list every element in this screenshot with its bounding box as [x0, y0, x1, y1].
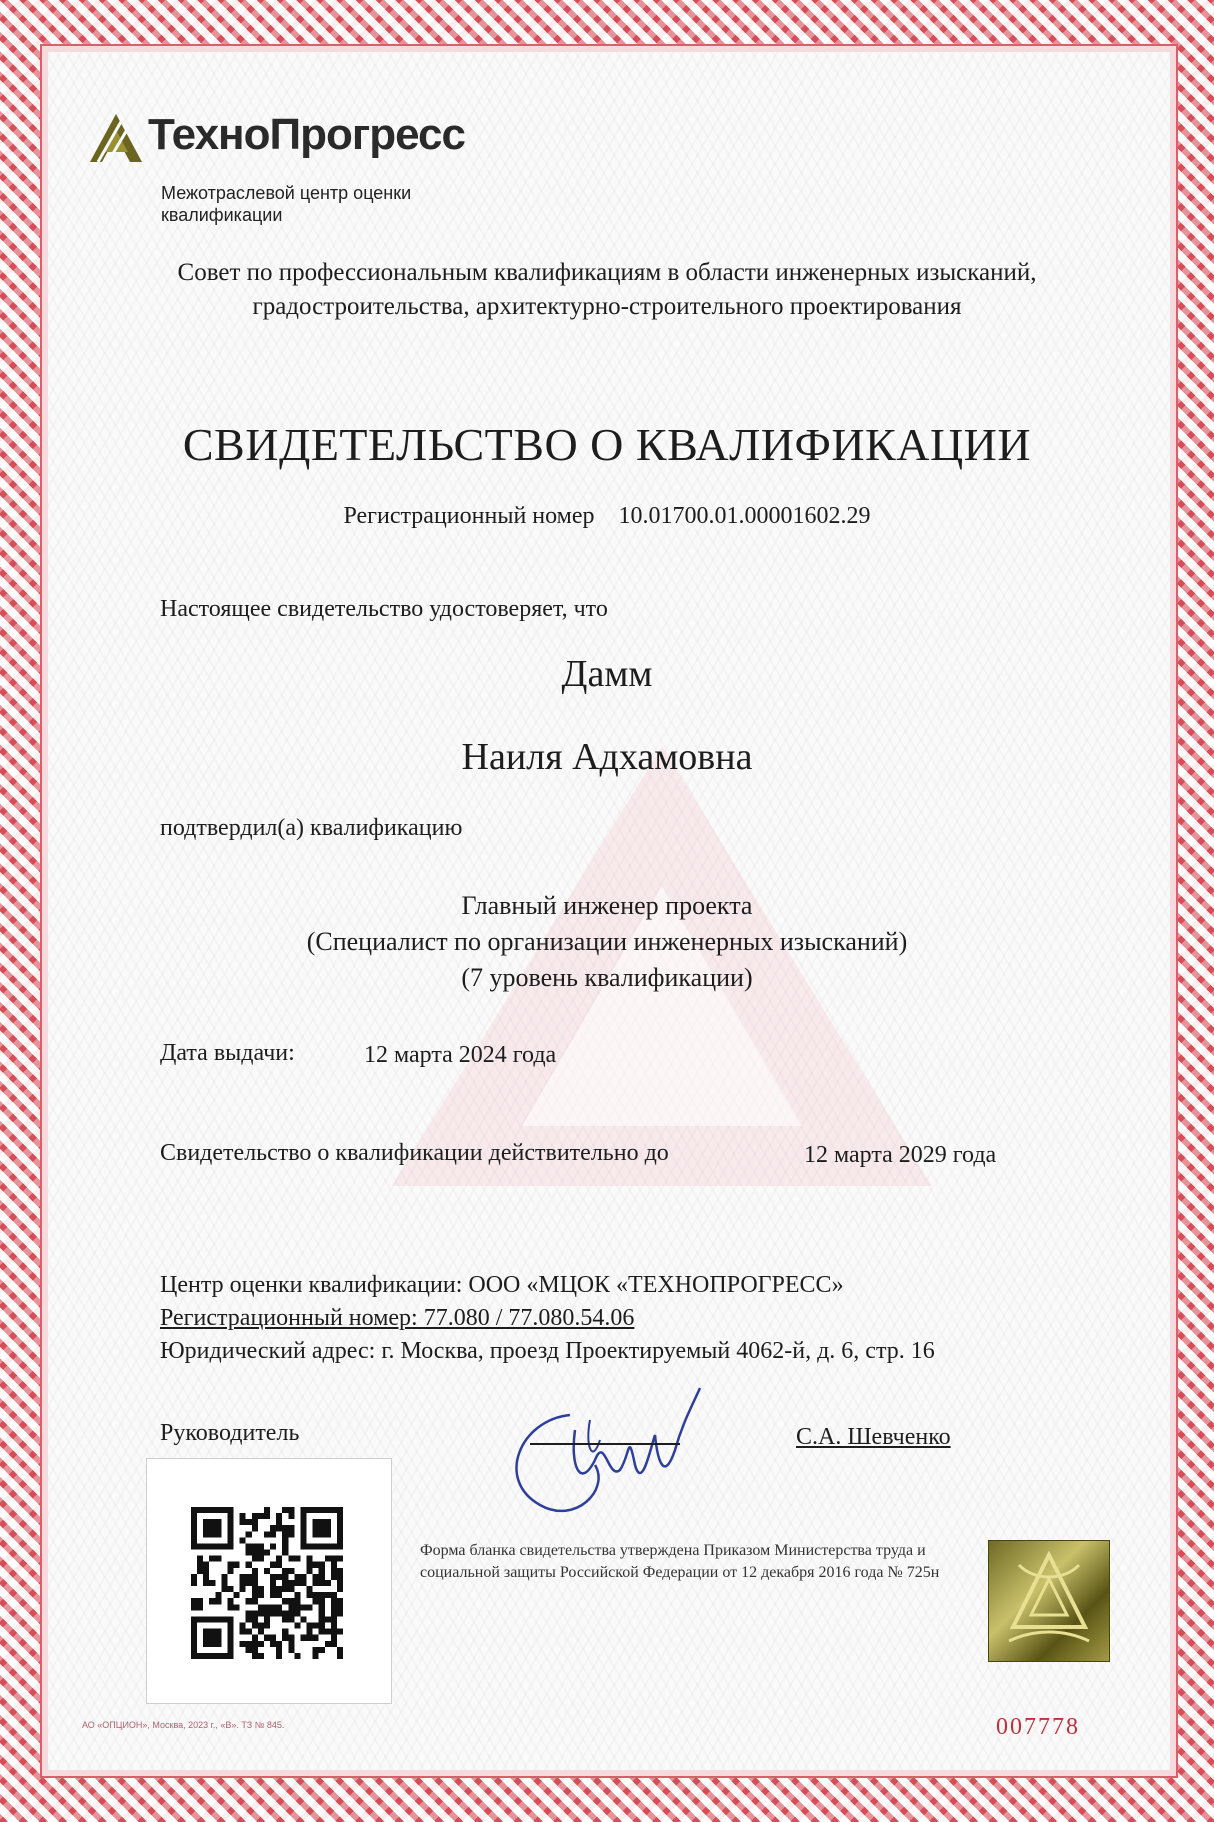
head-label: Руководитель: [160, 1420, 300, 1446]
signature-icon: [500, 1370, 730, 1530]
reg-number: 10.01700.01.00001602.29: [618, 503, 871, 529]
valid-until-date: 12 марта 2029 года: [804, 1142, 997, 1168]
qualification-specialty: (Специалист по организации инженерных изысканий): [306, 927, 908, 956]
valid-until-label: Свидетельство о квалификации действительно до: [160, 1140, 669, 1166]
logo: [88, 110, 508, 230]
qr-code-icon: [191, 1507, 343, 1659]
head-name: С.А. Шевченко: [796, 1424, 951, 1450]
qr-code-panel: [146, 1458, 392, 1704]
holder-name: Наиля Адхамовна: [461, 736, 753, 778]
issue-date-label: Дата выдачи:: [160, 1040, 295, 1066]
council-name: [60, 256, 1154, 324]
issue-date: 12 марта 2024 года: [364, 1042, 557, 1068]
logo-subtitle: Межотраслевой центр оценки квалификации: [161, 183, 412, 225]
certifies-text: Настоящее свидетельство удостоверяет, что: [160, 596, 608, 622]
reg-label: Регистрационный номер: [343, 503, 595, 529]
qualification-level: (7 уровень квалификации): [461, 963, 753, 992]
qualification-title: Главный инженер проекта: [461, 891, 753, 920]
logo-mark-icon: [88, 112, 144, 164]
assessment-center-reg: Регистрационный номер: 77.080 / 77.080.54.06: [160, 1305, 635, 1331]
holder-surname: Дамм: [561, 653, 653, 695]
council-line-2: градостроительства, архитектурно-строительного проектирования: [252, 293, 962, 320]
hologram-seal-icon: [988, 1540, 1110, 1662]
confirmed-text: подтвердил(а) квалификацию: [160, 815, 463, 841]
council-line-1: Совет по профессиональным квалификациям в области инженерных изысканий,: [177, 259, 1037, 286]
registration-number: [60, 503, 1154, 530]
certificate-title: СВИДЕТЕЛЬСТВО О КВАЛИФИКАЦИИ: [182, 419, 1032, 470]
form-approval-note: Форма бланка свидетельства утверждена Приказом Министерства труда и социальной защиты Российской Федерации от 12 декабря 2016 года № 725н: [420, 1542, 940, 1581]
printer-imprint: АО «ОПЦИОН», Москва, 2023 г., «В». ТЗ № 845.: [82, 1720, 285, 1730]
qualification: [60, 888, 1154, 996]
logo-name: ТехноПрогресс: [148, 110, 465, 159]
assessment-center-address: Юридический адрес: г. Москва, проезд Проектируемый 4062-й, д. 6, стр. 16: [160, 1338, 935, 1364]
serial-number: 007778: [996, 1714, 1080, 1740]
assessment-center-name: Центр оценки квалификации: ООО «МЦОК «ТЕХНОПРОГРЕСС»: [160, 1272, 844, 1298]
